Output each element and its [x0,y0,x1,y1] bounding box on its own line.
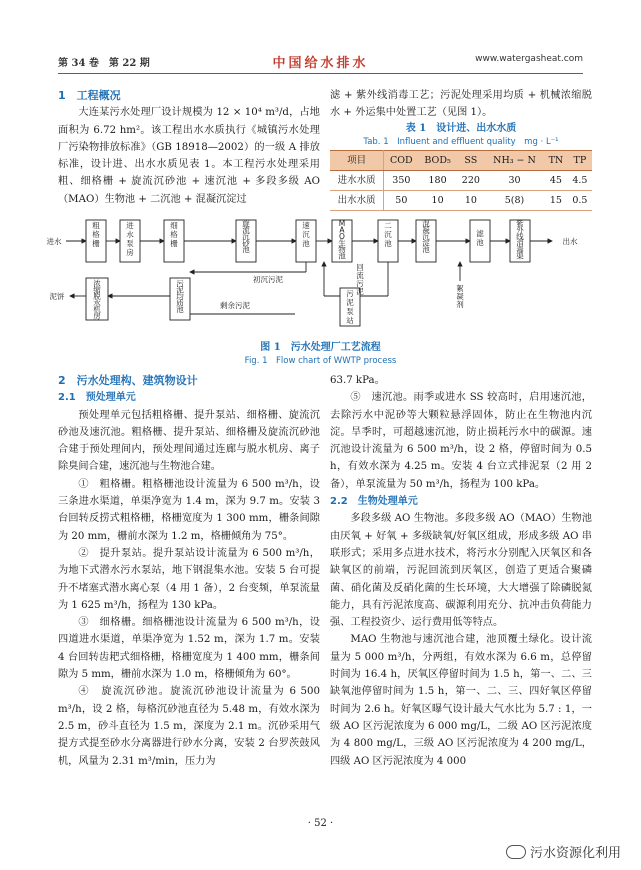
inflow-label: 进水 [46,237,62,246]
th: COD [384,150,418,170]
th: 项目 [330,150,384,170]
watermark-text: 污水资源化利用 [529,846,621,861]
paragraph: 多段多级 AO 生物池。多段多级 AO（MAO）生物池由厌氧 + 好氧 + 多级缺氧/好氧区组成，形成多级 AO 串联形式；采用多点进水技术，将污水分别配入厌氧区和各缺氧区的前端，污泥回流到厌氧区，创造了更适合聚磷菌、硝化菌及反硝化菌的生长环境，大大增强了除磷脱氮能力，具有污泥浓度高、碳源利用充分、抗冲击负荷能力强、工程投资少、运行费用低等特点。 [330,513,592,629]
running-header [58,52,583,74]
vertical-box-labels [92,218,524,325]
table-caption-cn: 表 1 设计进、出水水质 [405,122,517,134]
paragraph: ④ 旋流沉砂池。旋流沉砂池设计流量为 6 500 m³/h，设 2 格，每格沉砂池直径为 5.48 m，有效水深为 2.5 m，砂斗直径为 1.5 m，深度为 2.1 m。沉砂采用气提方式提至砂水分离器进行砂水分离，安装 2 台罗茨鼓风机，风量为 2.31 m³/min，压力为 [58,686,320,767]
td: 0.5 [568,191,592,211]
td: 180 [418,170,457,190]
outflow-label: 出水 [562,237,578,246]
box-label: 旋流沉砂池 [242,219,250,254]
return-sludge-label: 回流污泥 [356,263,364,296]
flow-diagram [40,196,610,336]
box-label: 粗格栅 [92,221,100,248]
td: 进水水质 [330,170,384,190]
excess-sludge-label: 剩余污泥 [220,301,250,310]
section-2-2-title: 2.2 生物处理单元 [330,496,418,508]
td: 出水水质 [330,191,384,211]
th: BOD₅ [418,150,457,170]
watermark [506,842,621,861]
left-column-top [58,87,320,208]
th: TN [544,150,568,170]
paragraph: 预处理单元包括粗格栅、提升泵站、细格栅、旋流沉砂池及速沉池。粗格栅、提升泵站、细格栅及旋流沉砂池合建于预处理间内，预处理间通过连廊与脱水机房、离子除臭间合建，速沉池与生物池合建。 [58,409,320,473]
box-label: 进水泵房 [126,221,134,257]
website: www.watergasheat.com [475,54,583,64]
table-caption-en: Tab. 1 Influent and effluent quality mg · L⁻¹ [363,136,559,147]
th: NH₃ − N [485,150,544,170]
continued-text: 63.7 kPa。 [330,375,385,386]
figure-caption-en: Fig. 1 Flow chart of WWTP process [244,356,397,366]
right-column-bottom [330,372,592,770]
paragraph: ② 提升泵站。提升泵站设计流量为 6 500 m³/h，为地下式潜水污水泵站，地下钢混集水池。安装 5 台可提升不堵塞式潜水离心泵（4 用 1 备），2 台变频，单泵流量为 1 625 m³/h，扬程为 130 kPa。 [58,547,320,611]
td: 10 [457,191,485,211]
cake-label: 泥饼 [49,292,65,301]
td: 30 [485,170,544,190]
box-label: 污泥泵站 [346,289,354,325]
coagulant-label: 絮凝剂 [456,284,464,309]
box-label: M A O 生物池 [338,219,346,261]
th: SS [457,150,485,170]
box-label: 滤池 [476,229,484,247]
td: 15 [544,191,568,211]
box-label: 细格栅 [170,221,178,248]
section-2-title: 2 污水处理构、建筑物设计 [58,374,198,387]
th: TP [568,150,592,170]
page-number: · 52 · [307,818,334,829]
process-flow-figure [40,196,610,336]
td: 50 [384,191,418,211]
paragraph: MAO 生物池与速沉池合建，池顶覆土绿化。设计流量为 5 000 m³/h，分两组，有效水深为 6.6 m，总停留时间为 16.4 h，厌氧区停留时间为 1.5 h，第一、二、三缺氧池停留时间为 1.5 h，第一、二、三、四好氧区停留时间为 2.6 h。好氧区曝气设计最大气水比为 5.7 : 1，一级 AO 区污泥浓度为 6 000 mg/L，二级 AO 区污泥浓度为 4 800 mg/L，三级 AO 区污泥浓度为 4 200 mg/L，四级 AO 区污泥浓度为 4 000 [330,634,592,767]
section-2-1-title: 2.1 预处理单元 [58,392,136,404]
paragraph: ⑤ 速沉池。雨季或进水 SS 较高时，启用速沉池，去除污水中泥砂等大颗粒悬浮固体，防止在生物池内沉淀。旱季时，可超越速沉池，防止损耗污水中的碳源。速沉池设计流量为 6 500 m³/h，设 2 格，停留时间为 0.5 h，有效水深为 4.25 m。安装 4 台立式排泥泵（2 用 2 备），单泵流量为 50 m³/h，扬程为 100 kPa。 [330,392,592,490]
right-column-top [330,87,592,211]
td: 220 [457,170,485,190]
td: 350 [384,170,418,190]
box-label: 紫外线消毒渠 [516,219,524,261]
box-label: 污泥均质池 [176,279,184,314]
td: 5(8) [485,191,544,211]
header-rule [58,73,583,74]
left-column-bottom [58,372,320,770]
section-1-title: 1 工程概况 [58,89,121,102]
table-row [330,170,592,190]
td: 10 [418,191,457,211]
volume-issue: 第 34 卷 第 22 期 [58,58,150,69]
journal-title: 中国给水排水 [272,56,369,71]
primary-sludge-label: 初沉污泥 [253,275,283,284]
box-label: 浓缩脱水机房 [93,279,101,321]
td: 4.5 [568,170,592,190]
paragraph: 滤 + 紫外线消毒工艺；污泥处理采用均质 + 机械浓缩脱水 + 外运集中处置工艺（见图 1）。 [330,90,592,119]
box-label: 速沉池 [302,221,310,248]
paragraph: ③ 细格栅。细格栅池设计流量为 6 500 m³/h，设四道进水渠道，单渠净宽为 1.52 m，深为 1.7 m。安装 4 台回转齿耙式细格栅，格栅宽度为 1 400 mm，栅条间隙为 5 mm，栅前水深为 1.0 m，格栅倾角为 60°。 [58,617,320,681]
box-label: 混凝沉淀池 [422,219,430,254]
table-header-row [330,150,592,170]
box-label: 二沉池 [384,221,392,248]
paragraph: 大连某污水处理厂设计规模为 12 × 10⁴ m³/d，占地面积为 6.72 hm²。该工程出水水质执行《城镇污水处理厂污染物排放标准》（GB 18918—2002）的一级 A 排放标准，设计进、出水水质见表 1。本工程污水处理采用粗、细格栅 + 旋流沉砂池 + 速沉池 + 多段多级 AO（MAO）生物池 + 二沉池 + 混凝沉淀过 [58,107,320,205]
wechat-icon [506,845,526,859]
figure-caption-cn: 图 1 污水处理厂工艺流程 [260,342,381,353]
td: 45 [544,170,568,190]
paragraph: ① 粗格栅。粗格栅池设计流量为 6 500 m³/h，设三条进水渠道，单渠净宽为 1.4 m，深为 9.7 m。安装 3 台回转反捞式粗格栅，格栅宽度为 1 300 mm，栅条间隙为 20 mm，栅前水深为 1.2 m，格栅倾角为 75°。 [58,478,320,542]
